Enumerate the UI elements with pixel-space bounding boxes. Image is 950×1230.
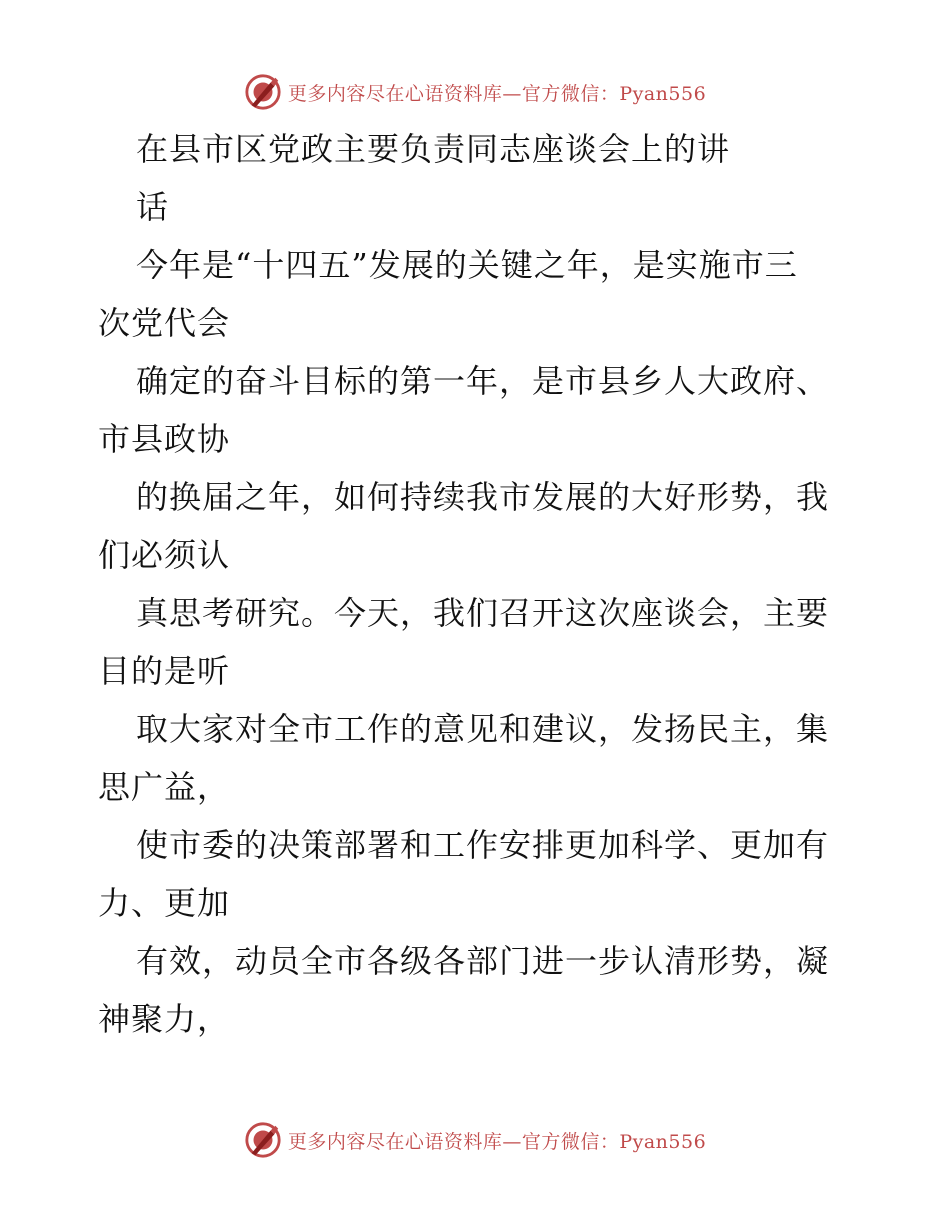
text-line: 使市委的决策部署和工作安排更加科学、更加有 xyxy=(136,826,830,864)
text-line: 在县市区党政主要负责同志座谈会上的讲 xyxy=(136,130,731,168)
header-watermark xyxy=(0,70,950,114)
pen-circle-logo-icon xyxy=(244,73,282,111)
text-line: 目的是听 xyxy=(98,652,231,690)
text-line: 话 xyxy=(136,188,170,226)
text-line: 的换届之年，如何持续我市发展的大好形势，我 xyxy=(136,478,830,516)
text-line: 有效，动员全市各级各部门进一步认清形势，凝 xyxy=(136,942,830,980)
text-line: 取大家对全市工作的意见和建议，发扬民主，集 xyxy=(136,710,830,748)
text-line: 们必须认 xyxy=(98,536,231,574)
text-line: 次党代会 xyxy=(98,304,231,342)
text-line: 真思考研究。今天，我们召开这次座谈会，主要 xyxy=(136,594,830,632)
text-line: 今年是“十四五”发展的关键之年，是实施市三 xyxy=(136,246,798,284)
footer-watermark xyxy=(0,1118,950,1162)
text-line: 思广益， xyxy=(98,768,231,806)
pen-circle-logo-icon xyxy=(244,1121,282,1159)
text-line: 力、更加 xyxy=(98,884,231,922)
watermark-text: 更多内容尽在心语资料库—官方微信：Pyan556 xyxy=(287,1130,707,1153)
watermark-text: 更多内容尽在心语资料库—官方微信：Pyan556 xyxy=(287,82,707,105)
text-line: 市县政协 xyxy=(98,420,231,458)
text-line: 神聚力， xyxy=(98,1000,231,1038)
text-line: 确定的奋斗目标的第一年，是市县乡人大政府、 xyxy=(136,362,830,400)
